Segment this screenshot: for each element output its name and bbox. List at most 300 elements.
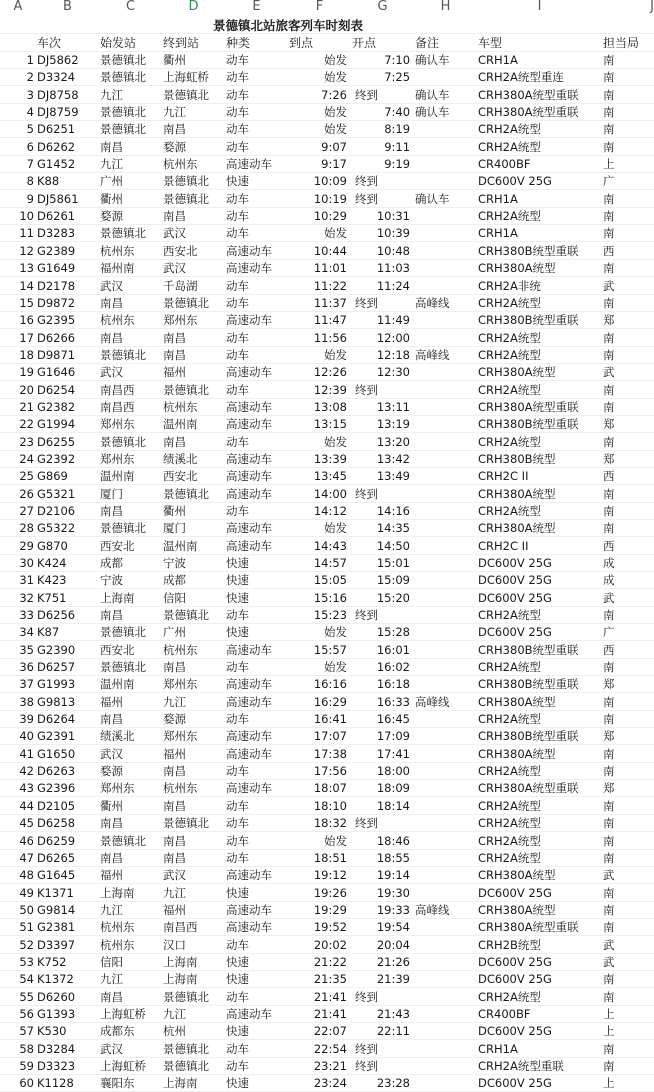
arrival-cell[interactable]: 11:56: [288, 329, 351, 346]
origin-cell[interactable]: 景德镇北: [99, 832, 162, 849]
arrival-cell[interactable]: 15:16: [288, 589, 351, 606]
origin-cell[interactable]: 南昌: [99, 849, 162, 866]
row-number-cell[interactable]: 31: [0, 572, 36, 589]
type-cell[interactable]: 高速动车: [225, 641, 288, 658]
arrival-cell[interactable]: 10:09: [288, 173, 351, 190]
type-cell[interactable]: 快速: [225, 884, 288, 901]
train-model-cell[interactable]: CRH2A统型: [477, 138, 602, 155]
bureau-cell[interactable]: 广: [602, 173, 654, 190]
bureau-cell[interactable]: 成: [602, 554, 654, 571]
remark-cell[interactable]: [414, 970, 477, 987]
destination-cell[interactable]: 杭州东: [162, 398, 225, 415]
column-header-f[interactable]: F: [315, 0, 324, 14]
remark-cell[interactable]: [414, 953, 477, 970]
remark-cell[interactable]: [414, 207, 477, 224]
row-number-cell[interactable]: 40: [0, 728, 36, 745]
origin-cell[interactable]: 绩溪北: [99, 728, 162, 745]
arrival-cell[interactable]: 始发: [288, 225, 351, 242]
departure-cell[interactable]: 9:11: [351, 138, 414, 155]
departure-cell[interactable]: 14:50: [351, 537, 414, 554]
train-no-cell[interactable]: G5321: [36, 485, 99, 502]
train-model-cell[interactable]: CRH2A统型: [477, 832, 602, 849]
arrival-cell[interactable]: 11:37: [288, 294, 351, 311]
type-cell[interactable]: 快速: [225, 572, 288, 589]
arrival-cell[interactable]: 14:12: [288, 502, 351, 519]
row-number-cell[interactable]: 39: [0, 710, 36, 727]
origin-cell[interactable]: 厦门: [99, 485, 162, 502]
train-no-cell[interactable]: D6251: [36, 121, 99, 138]
arrival-cell[interactable]: 18:32: [288, 814, 351, 831]
departure-cell[interactable]: 18:00: [351, 762, 414, 779]
destination-cell[interactable]: 南昌: [162, 849, 225, 866]
column-header-h[interactable]: H: [440, 0, 451, 14]
origin-cell[interactable]: 上海南: [99, 884, 162, 901]
row-number-cell[interactable]: 21: [0, 398, 36, 415]
train-model-cell[interactable]: CRH2A统型: [477, 207, 602, 224]
departure-cell[interactable]: 终到: [351, 988, 414, 1005]
departure-cell[interactable]: 17:41: [351, 745, 414, 762]
train-model-cell[interactable]: CRH380A统型: [477, 745, 602, 762]
type-cell[interactable]: 动车: [225, 121, 288, 138]
train-model-cell[interactable]: DC600V 25G: [477, 953, 602, 970]
arrival-cell[interactable]: 18:51: [288, 849, 351, 866]
origin-cell[interactable]: 福州: [99, 693, 162, 710]
destination-cell[interactable]: 九江: [162, 103, 225, 120]
train-model-cell[interactable]: DC600V 25G: [477, 884, 602, 901]
arrival-cell[interactable]: 17:07: [288, 728, 351, 745]
train-no-cell[interactable]: K1128: [36, 1074, 99, 1091]
departure-cell[interactable]: 21:43: [351, 1005, 414, 1022]
bureau-cell[interactable]: 上: [602, 155, 654, 172]
bureau-cell[interactable]: 南: [602, 346, 654, 363]
remark-cell[interactable]: [414, 277, 477, 294]
origin-cell[interactable]: 南昌西: [99, 381, 162, 398]
bureau-cell[interactable]: 南: [602, 745, 654, 762]
row-number-cell[interactable]: 16: [0, 311, 36, 328]
bureau-cell[interactable]: 武: [602, 866, 654, 883]
type-cell[interactable]: 高速动车: [225, 259, 288, 276]
type-cell[interactable]: 快速: [225, 624, 288, 641]
departure-cell[interactable]: 10:48: [351, 242, 414, 259]
destination-cell[interactable]: 千岛湖: [162, 277, 225, 294]
destination-cell[interactable]: 南昌西: [162, 918, 225, 935]
origin-cell[interactable]: 西安北: [99, 537, 162, 554]
sheet-title[interactable]: 景德镇北站旅客列车时刻表: [162, 17, 414, 34]
type-cell[interactable]: 高速动车: [225, 693, 288, 710]
train-no-cell[interactable]: D6256: [36, 606, 99, 623]
departure-cell[interactable]: 16:45: [351, 710, 414, 727]
train-no-cell[interactable]: K1372: [36, 970, 99, 987]
train-model-cell[interactable]: CRH1A: [477, 190, 602, 207]
train-model-cell[interactable]: DC600V 25G: [477, 1074, 602, 1091]
departure-cell[interactable]: 17:09: [351, 728, 414, 745]
train-no-cell[interactable]: DJ8758: [36, 86, 99, 103]
bureau-cell[interactable]: 南: [602, 398, 654, 415]
arrival-cell[interactable]: 18:07: [288, 780, 351, 797]
origin-cell[interactable]: 杭州东: [99, 242, 162, 259]
arrival-cell[interactable]: 18:10: [288, 797, 351, 814]
bureau-cell[interactable]: 郑: [602, 415, 654, 432]
remark-cell[interactable]: [414, 381, 477, 398]
remark-cell[interactable]: 确认车: [414, 51, 477, 68]
train-model-cell[interactable]: CRH380A统型: [477, 519, 602, 536]
type-cell[interactable]: 高速动车: [225, 537, 288, 554]
train-no-cell[interactable]: D6265: [36, 849, 99, 866]
origin-cell[interactable]: 南昌: [99, 138, 162, 155]
train-no-cell[interactable]: G1452: [36, 155, 99, 172]
origin-cell[interactable]: 宁波: [99, 572, 162, 589]
bureau-cell[interactable]: 南: [602, 970, 654, 987]
train-no-cell[interactable]: G2396: [36, 780, 99, 797]
bureau-cell[interactable]: 南: [602, 51, 654, 68]
train-no-cell[interactable]: K423: [36, 572, 99, 589]
arrival-cell[interactable]: 10:44: [288, 242, 351, 259]
destination-cell[interactable]: 杭州东: [162, 155, 225, 172]
row-number-cell[interactable]: 8: [0, 173, 36, 190]
bureau-cell[interactable]: 南: [602, 918, 654, 935]
departure-cell[interactable]: 19:30: [351, 884, 414, 901]
row-number-cell[interactable]: 41: [0, 745, 36, 762]
arrival-cell[interactable]: 始发: [288, 103, 351, 120]
train-model-cell[interactable]: CRH380A统型: [477, 363, 602, 380]
bureau-cell[interactable]: 郑: [602, 676, 654, 693]
train-no-cell[interactable]: D6262: [36, 138, 99, 155]
type-cell[interactable]: 高速动车: [225, 728, 288, 745]
type-cell[interactable]: 快速: [225, 1074, 288, 1091]
train-model-cell[interactable]: DC600V 25G: [477, 572, 602, 589]
departure-cell[interactable]: 13:42: [351, 450, 414, 467]
train-model-cell[interactable]: CRH2A统型: [477, 710, 602, 727]
origin-cell[interactable]: 襄阳东: [99, 1074, 162, 1091]
train-model-cell[interactable]: CRH2A统型: [477, 606, 602, 623]
train-no-cell[interactable]: K88: [36, 173, 99, 190]
departure-cell[interactable]: 11:03: [351, 259, 414, 276]
remark-cell[interactable]: [414, 849, 477, 866]
train-model-cell[interactable]: DC600V 25G: [477, 554, 602, 571]
train-model-cell[interactable]: CRH2A统型: [477, 797, 602, 814]
departure-cell[interactable]: 12:18: [351, 346, 414, 363]
column-header-c[interactable]: C: [125, 0, 136, 14]
row-number-cell[interactable]: 47: [0, 849, 36, 866]
remark-cell[interactable]: 高峰线: [414, 294, 477, 311]
train-no-cell[interactable]: D3323: [36, 1057, 99, 1074]
remark-cell[interactable]: [414, 242, 477, 259]
train-no-cell[interactable]: K87: [36, 624, 99, 641]
remark-cell[interactable]: [414, 433, 477, 450]
row-number-cell[interactable]: 32: [0, 589, 36, 606]
destination-cell[interactable]: 景德镇北: [162, 485, 225, 502]
bureau-cell[interactable]: 南: [602, 606, 654, 623]
train-no-cell[interactable]: D6266: [36, 329, 99, 346]
train-model-cell[interactable]: CRH2C II: [477, 537, 602, 554]
train-no-cell[interactable]: G5322: [36, 519, 99, 536]
remark-cell[interactable]: [414, 936, 477, 953]
row-number-cell[interactable]: 27: [0, 502, 36, 519]
train-model-cell[interactable]: DC600V 25G: [477, 173, 602, 190]
train-no-cell[interactable]: G2382: [36, 398, 99, 415]
destination-cell[interactable]: 上海南: [162, 953, 225, 970]
type-cell[interactable]: 高速动车: [225, 1005, 288, 1022]
departure-cell[interactable]: 15:09: [351, 572, 414, 589]
type-cell[interactable]: 动车: [225, 277, 288, 294]
remark-cell[interactable]: 确认车: [414, 103, 477, 120]
destination-cell[interactable]: 景德镇北: [162, 606, 225, 623]
arrival-cell[interactable]: 始发: [288, 624, 351, 641]
type-cell[interactable]: 动车: [225, 988, 288, 1005]
remark-cell[interactable]: [414, 485, 477, 502]
train-model-cell[interactable]: CRH2A统型重联: [477, 1057, 602, 1074]
origin-cell[interactable]: 广州: [99, 173, 162, 190]
type-cell[interactable]: 动车: [225, 936, 288, 953]
remark-cell[interactable]: [414, 884, 477, 901]
type-cell[interactable]: 动车: [225, 207, 288, 224]
remark-cell[interactable]: [414, 745, 477, 762]
row-number-cell[interactable]: 43: [0, 780, 36, 797]
bureau-cell[interactable]: 南: [602, 86, 654, 103]
header-destination[interactable]: 终到站: [162, 34, 225, 51]
remark-cell[interactable]: [414, 728, 477, 745]
bureau-cell[interactable]: 武: [602, 936, 654, 953]
destination-cell[interactable]: 西安北: [162, 467, 225, 484]
type-cell[interactable]: 快速: [225, 554, 288, 571]
bureau-cell[interactable]: 郑: [602, 728, 654, 745]
destination-cell[interactable]: 九江: [162, 1005, 225, 1022]
destination-cell[interactable]: 厦门: [162, 519, 225, 536]
type-cell[interactable]: 动车: [225, 225, 288, 242]
arrival-cell[interactable]: 13:08: [288, 398, 351, 415]
type-cell[interactable]: 快速: [225, 1022, 288, 1039]
destination-cell[interactable]: 郑州东: [162, 728, 225, 745]
row-number-cell[interactable]: 3: [0, 86, 36, 103]
train-model-cell[interactable]: CRH2A统型: [477, 814, 602, 831]
bureau-cell[interactable]: 南: [602, 797, 654, 814]
origin-cell[interactable]: 九江: [99, 901, 162, 918]
train-no-cell[interactable]: D6258: [36, 814, 99, 831]
arrival-cell[interactable]: 始发: [288, 832, 351, 849]
arrival-cell[interactable]: 20:02: [288, 936, 351, 953]
train-no-cell[interactable]: K530: [36, 1022, 99, 1039]
origin-cell[interactable]: 杭州东: [99, 918, 162, 935]
arrival-cell[interactable]: 17:56: [288, 762, 351, 779]
bureau-cell[interactable]: 南: [602, 190, 654, 207]
origin-cell[interactable]: 景德镇北: [99, 658, 162, 675]
destination-cell[interactable]: 杭州: [162, 1022, 225, 1039]
type-cell[interactable]: 高速动车: [225, 485, 288, 502]
type-cell[interactable]: 动车: [225, 69, 288, 86]
type-cell[interactable]: 快速: [225, 589, 288, 606]
type-cell[interactable]: 动车: [225, 190, 288, 207]
header-train-no[interactable]: 车次: [36, 34, 99, 51]
arrival-cell[interactable]: 21:41: [288, 1005, 351, 1022]
row-number-cell[interactable]: 59: [0, 1057, 36, 1074]
remark-cell[interactable]: [414, 658, 477, 675]
train-model-cell[interactable]: CRH380A统型: [477, 901, 602, 918]
arrival-cell[interactable]: 7:26: [288, 86, 351, 103]
train-model-cell[interactable]: CRH2A统型: [477, 121, 602, 138]
type-cell[interactable]: 高速动车: [225, 155, 288, 172]
bureau-cell[interactable]: 南: [602, 814, 654, 831]
row-number-cell[interactable]: 9: [0, 190, 36, 207]
remark-cell[interactable]: 确认车: [414, 190, 477, 207]
origin-cell[interactable]: 郑州东: [99, 415, 162, 432]
type-cell[interactable]: 高速动车: [225, 311, 288, 328]
row-number-cell[interactable]: 55: [0, 988, 36, 1005]
bureau-cell[interactable]: 南: [602, 1040, 654, 1057]
remark-cell[interactable]: [414, 832, 477, 849]
destination-cell[interactable]: 广州: [162, 624, 225, 641]
origin-cell[interactable]: 成都: [99, 554, 162, 571]
destination-cell[interactable]: 南昌: [162, 832, 225, 849]
departure-cell[interactable]: 14:35: [351, 519, 414, 536]
type-cell[interactable]: 高速动车: [225, 918, 288, 935]
departure-cell[interactable]: 终到: [351, 86, 414, 103]
bureau-cell[interactable]: 上: [602, 1022, 654, 1039]
destination-cell[interactable]: 南昌: [162, 762, 225, 779]
remark-cell[interactable]: [414, 589, 477, 606]
train-no-cell[interactable]: G1645: [36, 866, 99, 883]
destination-cell[interactable]: 福州: [162, 363, 225, 380]
origin-cell[interactable]: 九江: [99, 155, 162, 172]
departure-cell[interactable]: 终到: [351, 190, 414, 207]
departure-cell[interactable]: 19:14: [351, 866, 414, 883]
origin-cell[interactable]: 南昌: [99, 710, 162, 727]
destination-cell[interactable]: 绩溪北: [162, 450, 225, 467]
train-model-cell[interactable]: CRH2A统型重连: [477, 69, 602, 86]
row-number-cell[interactable]: 26: [0, 485, 36, 502]
train-no-cell[interactable]: G870: [36, 537, 99, 554]
bureau-cell[interactable]: 上: [602, 1005, 654, 1022]
train-model-cell[interactable]: CRH2A非统: [477, 277, 602, 294]
bureau-cell[interactable]: 西: [602, 467, 654, 484]
column-header-a[interactable]: A: [13, 0, 23, 14]
departure-cell[interactable]: 19:54: [351, 918, 414, 935]
arrival-cell[interactable]: 16:29: [288, 693, 351, 710]
remark-cell[interactable]: [414, 676, 477, 693]
train-no-cell[interactable]: K424: [36, 554, 99, 571]
departure-cell[interactable]: 21:26: [351, 953, 414, 970]
type-cell[interactable]: 高速动车: [225, 415, 288, 432]
arrival-cell[interactable]: 始发: [288, 658, 351, 675]
train-no-cell[interactable]: G2389: [36, 242, 99, 259]
remark-cell[interactable]: [414, 780, 477, 797]
remark-cell[interactable]: [414, 918, 477, 935]
origin-cell[interactable]: 南昌: [99, 502, 162, 519]
remark-cell[interactable]: [414, 398, 477, 415]
remark-cell[interactable]: [414, 606, 477, 623]
row-number-cell[interactable]: 25: [0, 467, 36, 484]
type-cell[interactable]: 高速动车: [225, 363, 288, 380]
destination-cell[interactable]: 宁波: [162, 554, 225, 571]
train-no-cell[interactable]: D2105: [36, 797, 99, 814]
remark-cell[interactable]: [414, 641, 477, 658]
destination-cell[interactable]: 景德镇北: [162, 86, 225, 103]
cell[interactable]: [36, 17, 99, 34]
type-cell[interactable]: 动车: [225, 797, 288, 814]
train-model-cell[interactable]: DC600V 25G: [477, 1022, 602, 1039]
arrival-cell[interactable]: 15:05: [288, 572, 351, 589]
departure-cell[interactable]: 16:33: [351, 693, 414, 710]
type-cell[interactable]: 高速动车: [225, 866, 288, 883]
remark-cell[interactable]: [414, 121, 477, 138]
departure-cell[interactable]: 终到: [351, 814, 414, 831]
row-number-cell[interactable]: 45: [0, 814, 36, 831]
remark-cell[interactable]: [414, 537, 477, 554]
train-model-cell[interactable]: CRH2A统型: [477, 762, 602, 779]
arrival-cell[interactable]: 19:12: [288, 866, 351, 883]
departure-cell[interactable]: 13:20: [351, 433, 414, 450]
remark-cell[interactable]: [414, 710, 477, 727]
bureau-cell[interactable]: 郑: [602, 780, 654, 797]
arrival-cell[interactable]: 21:35: [288, 970, 351, 987]
row-number-cell[interactable]: 22: [0, 415, 36, 432]
bureau-cell[interactable]: 南: [602, 762, 654, 779]
remark-cell[interactable]: [414, 138, 477, 155]
origin-cell[interactable]: 郑州东: [99, 450, 162, 467]
departure-cell[interactable]: 16:01: [351, 641, 414, 658]
bureau-cell[interactable]: 南: [602, 225, 654, 242]
departure-cell[interactable]: 9:19: [351, 155, 414, 172]
row-number-cell[interactable]: 28: [0, 519, 36, 536]
train-model-cell[interactable]: CRH2A统型: [477, 433, 602, 450]
train-no-cell[interactable]: D2178: [36, 277, 99, 294]
type-cell[interactable]: 快速: [225, 953, 288, 970]
cell[interactable]: [602, 17, 654, 34]
departure-cell[interactable]: 13:49: [351, 467, 414, 484]
remark-cell[interactable]: [414, 259, 477, 276]
row-number-cell[interactable]: 54: [0, 970, 36, 987]
destination-cell[interactable]: 武汉: [162, 259, 225, 276]
origin-cell[interactable]: 景德镇北: [99, 103, 162, 120]
arrival-cell[interactable]: 19:26: [288, 884, 351, 901]
row-number-cell[interactable]: 35: [0, 641, 36, 658]
type-cell[interactable]: 动车: [225, 849, 288, 866]
column-header-e[interactable]: E: [252, 0, 261, 14]
origin-cell[interactable]: 武汉: [99, 277, 162, 294]
destination-cell[interactable]: 九江: [162, 693, 225, 710]
departure-cell[interactable]: 15:01: [351, 554, 414, 571]
origin-cell[interactable]: 武汉: [99, 1040, 162, 1057]
origin-cell[interactable]: 九江: [99, 86, 162, 103]
bureau-cell[interactable]: 南: [602, 884, 654, 901]
train-no-cell[interactable]: D2106: [36, 502, 99, 519]
train-no-cell[interactable]: G2391: [36, 728, 99, 745]
row-number-cell[interactable]: 42: [0, 762, 36, 779]
arrival-cell[interactable]: 23:21: [288, 1057, 351, 1074]
type-cell[interactable]: 动车: [225, 346, 288, 363]
row-number-cell[interactable]: 48: [0, 866, 36, 883]
cell[interactable]: [477, 17, 602, 34]
train-no-cell[interactable]: D9871: [36, 346, 99, 363]
row-number-cell[interactable]: 60: [0, 1074, 36, 1091]
train-no-cell[interactable]: K752: [36, 953, 99, 970]
row-number-cell[interactable]: 38: [0, 693, 36, 710]
train-no-cell[interactable]: D3283: [36, 225, 99, 242]
type-cell[interactable]: 快速: [225, 970, 288, 987]
departure-cell[interactable]: 20:04: [351, 936, 414, 953]
type-cell[interactable]: 动车: [225, 329, 288, 346]
destination-cell[interactable]: 南昌: [162, 329, 225, 346]
type-cell[interactable]: 高速动车: [225, 242, 288, 259]
train-no-cell[interactable]: G1650: [36, 745, 99, 762]
remark-cell[interactable]: [414, 572, 477, 589]
train-model-cell[interactable]: CRH380A统型重联: [477, 103, 602, 120]
row-number-cell[interactable]: 14: [0, 277, 36, 294]
column-header-b[interactable]: B: [63, 0, 72, 14]
train-model-cell[interactable]: CRH380A统型重联: [477, 86, 602, 103]
bureau-cell[interactable]: 南: [602, 381, 654, 398]
arrival-cell[interactable]: 始发: [288, 433, 351, 450]
row-number-cell[interactable]: 20: [0, 381, 36, 398]
